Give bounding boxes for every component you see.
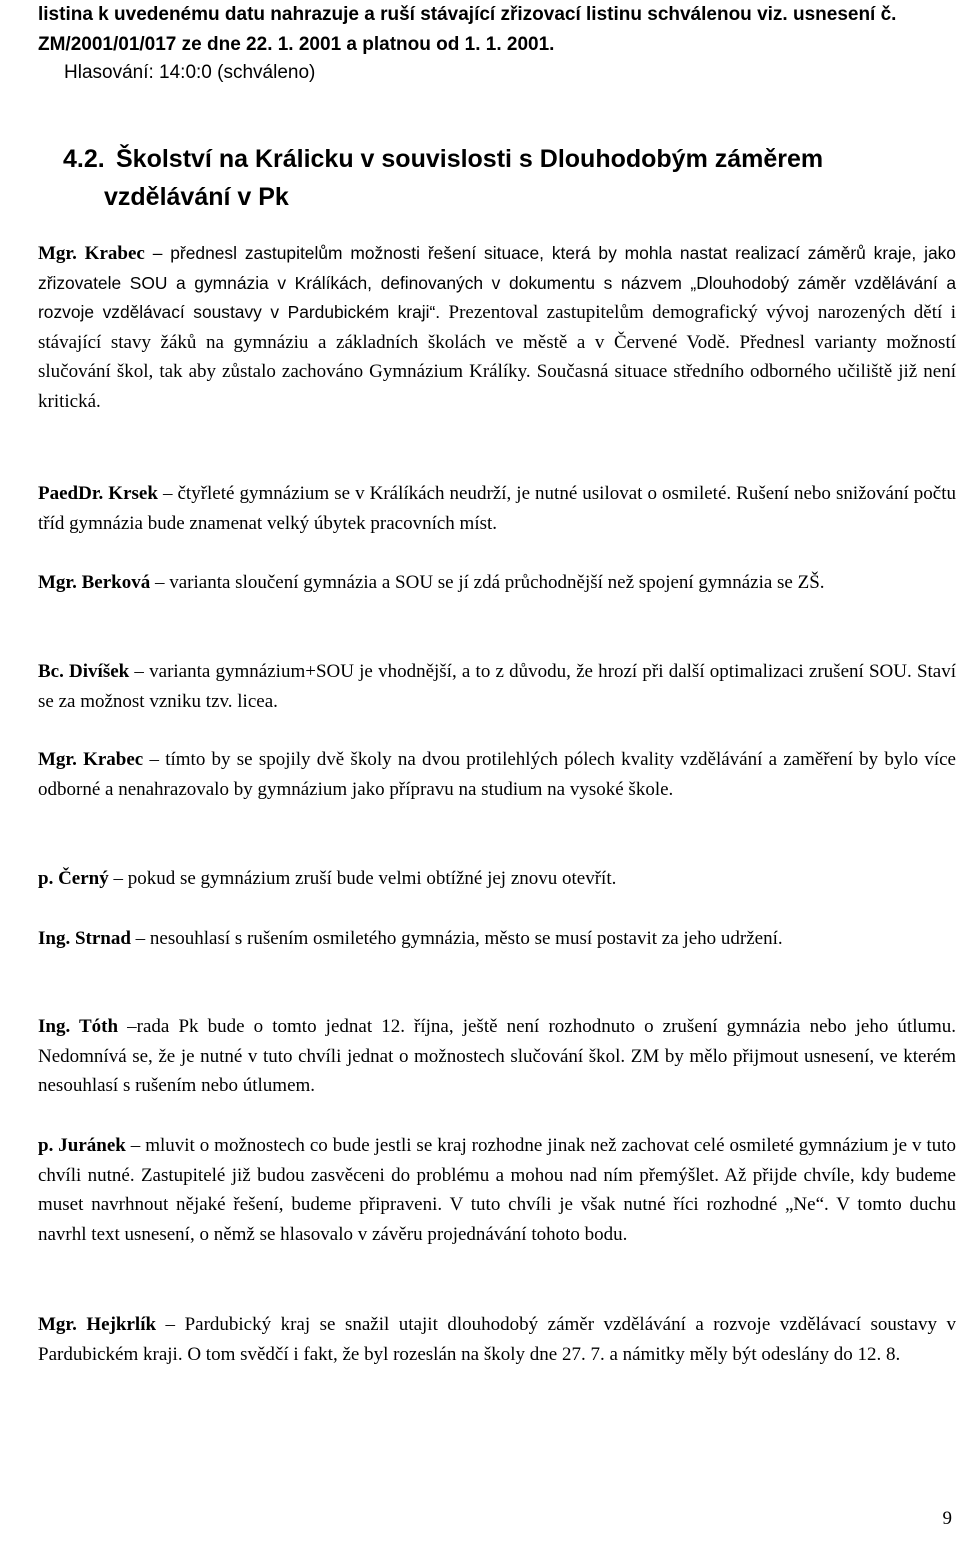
speaker-name: p. Juránek xyxy=(38,1135,126,1156)
separator: – xyxy=(125,1135,146,1156)
paragraph-text: mluvit o možnostech co bude jestli se kraj rozhodne jinak než zachovat celé osmileté gymnázium je v tuto chvíli nutné. Zastupitelé již budou zasvěceni do problému a mohou nad ním přemýšlet. Až přijde chvíle, kdy budeme muset navrhnout nějaké řešení, budeme připraveni. V tuto chvíli je však nutné říci rozhodné „Ne“. V tomto duchu navrhl text usnesení, o němž se hlasovalo v závěru projednávání tohoto bodu. xyxy=(38,1135,957,1245)
paragraph-krsek xyxy=(38,479,956,538)
paragraph-toth xyxy=(38,1012,956,1101)
vote-result: Hlasování: 14:0:0 (schváleno) xyxy=(64,62,316,83)
page-number: 9 xyxy=(942,1508,952,1529)
intro-bold-text: listina k uvedenému datu nahrazuje a ruší stávající zřizovací listinu schválenou viz. usnesení č. ZM/2001/01/017 ze dne 22. 1. 2001 a platnou od 1. 1. 2001. xyxy=(38,4,897,55)
paragraph-text: nesouhlasí s rušením osmiletého gymnázia, město se musí postavit za jeho udržení. xyxy=(149,928,783,949)
speaker-name: Mgr. Krabec xyxy=(38,243,145,264)
speaker-name: Bc. Divíšek xyxy=(38,661,130,682)
separator: – xyxy=(143,749,166,770)
separator: – xyxy=(157,483,178,504)
speaker-name: Mgr. Hejkrlík xyxy=(38,1314,157,1335)
paragraph-strnad xyxy=(38,924,956,954)
separator: – xyxy=(156,1314,185,1335)
section-number: 4.2. xyxy=(63,145,105,173)
paragraph-krabec-1 xyxy=(38,239,956,416)
paragraph-text: rada Pk bude o tomto jednat 12. října, ještě není rozhodnuto o zrušení gymnázia nebo jeho útlumu. Nedomnívá se, že je nutné v tuto chvíli jednat o možnostech slučování škol. ZM by mělo přijmout usnesení, ve kterém nesouhlasí s rušením nebo útlumem. xyxy=(38,1016,957,1096)
separator: – xyxy=(129,661,150,682)
paragraph-hejkrlik xyxy=(38,1310,956,1369)
paragraph-text: varianta gymnázium+SOU je vhodnější, a to z důvodu, že hrozí při další optimalizaci zrušení SOU. Staví se za možnost vzniku tzv. licea. xyxy=(38,661,956,712)
speaker-name: PaedDr. Krsek xyxy=(38,483,158,504)
speaker-name: Mgr. Berková xyxy=(38,572,151,593)
speaker-name: Mgr. Krabec xyxy=(38,749,144,770)
paragraph-divisek xyxy=(38,657,956,716)
paragraph-text: přednesl zastupitelům možnosti řešení situace, která by mohla nastat realizací záměrů kraje, jako zřizovatele SOU a gymnázia v Králíkách, definovaných v dokumentu s názvem „Dlouhodobý záměr vzdělávání a rozvoje vzdělávací soustavy v Pardubickém kraji“. xyxy=(38,243,956,322)
section-title-line2: vzdělávání v Pk xyxy=(104,183,289,211)
separator: – xyxy=(130,928,150,949)
paragraph-text: tímto by se spojily dvě školy na dvou protilehlých pólech kvality vzdělávání a zaměření by bylo více odborné a nenahrazovalo by gymnázium jako přípravu na studium na vysoké škole. xyxy=(38,749,956,800)
paragraph-text: čtyřleté gymnázium se v Králíkách neudrží, je nutné usilovat o osmileté. Rušení nebo snižování počtu tříd gymnázia bude znamenat velký úbytek pracovních míst. xyxy=(38,483,957,534)
speaker-name: Ing. Tóth xyxy=(38,1016,119,1037)
paragraph-text-serif: Prezentoval zastupitelům demografický vývoj narozených dětí i stávající stavy žáků na gymnáziu a základních školách ve městě a v Červené Vodě. Přednesl varianty možností slučování škol, tak aby zůstalo zachováno Gymnázium Králíky. Současná situace středního odborného učiliště již není kritická. xyxy=(38,302,956,412)
section-heading xyxy=(63,140,953,216)
separator: – xyxy=(144,243,171,263)
paragraph-krabec-2 xyxy=(38,745,956,804)
paragraph-text: Pardubický kraj se snažil utajit dlouhodobý záměr vzdělávání a rozvoje vzdělávací soustavy v Pardubickém kraji. O tom svědčí i fakt, že byl rozeslán na školy dne 27. 7. a námitky měly být odeslány do 12. 8. xyxy=(38,1314,956,1365)
section-title-line1: Školství na Králicku v souvislosti s Dlouhodobým záměrem xyxy=(116,145,824,173)
speaker-name: Ing. Strnad xyxy=(38,928,131,949)
separator: – xyxy=(108,868,128,889)
paragraph-text: pokud se gymnázium zruší bude velmi obtížné jej znovu otevřít. xyxy=(127,868,617,889)
paragraph-berkova xyxy=(38,568,956,598)
paragraph-juranek xyxy=(38,1131,956,1249)
separator: – xyxy=(118,1016,137,1037)
paragraph-text: varianta sloučení gymnázia a SOU se jí zdá průchodnější než spojení gymnázia se ZŠ. xyxy=(169,572,825,593)
speaker-name: p. Černý xyxy=(38,868,109,889)
separator: – xyxy=(150,572,170,593)
paragraph-cerny xyxy=(38,864,956,894)
